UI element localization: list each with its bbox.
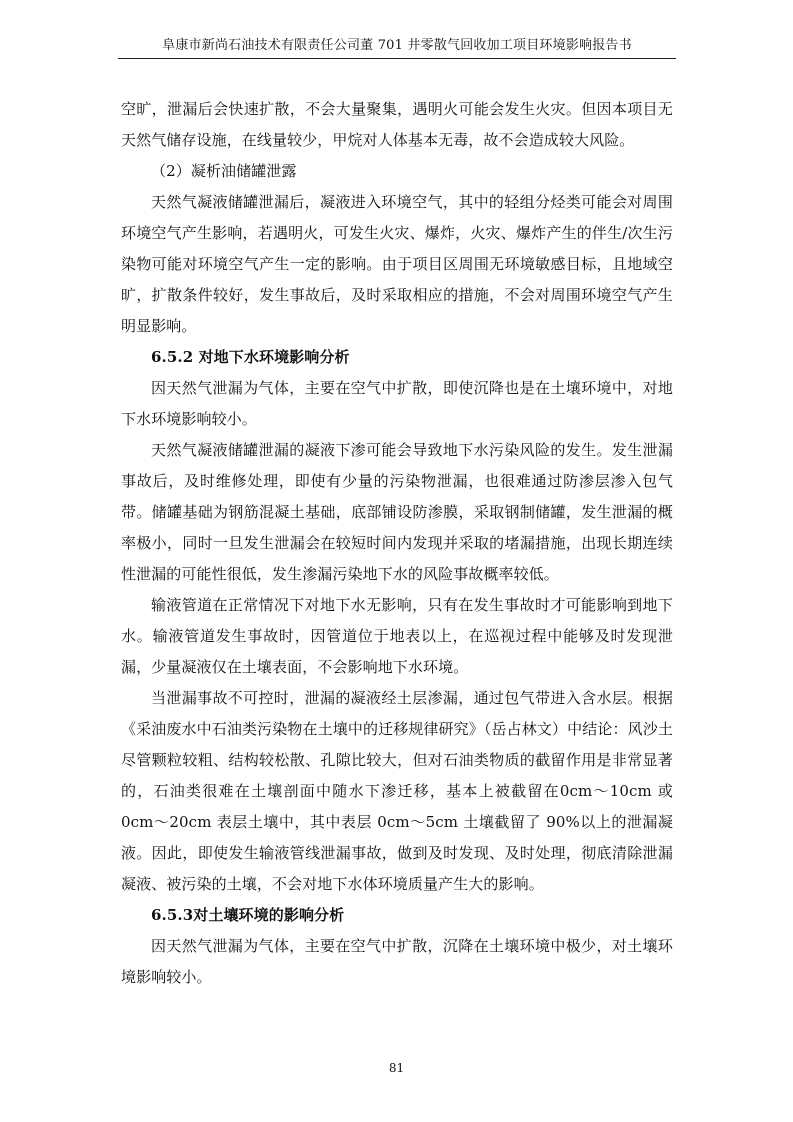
body-text [121, 94, 673, 993]
paragraph: 天然气凝液储罐泄漏的凝液下渗可能会导致地下水污染风险的发生。发生泄漏事故后，及时维修处理，即使有少量的污染物泄漏，也很难通过防渗层渗入包气带。储罐基础为钢筋混凝土基础，底部铺设防渗膜，采取钢制储罐，发生泄漏的概率极小，同时一旦发生泄漏会在较短时间内发现并采取的堵漏措施，出现长期连续性泄漏的可能性很低，发生渗漏污染地下水的风险事故概率较低。 [121, 441, 673, 583]
section-heading: 6.5.3对土壤环境的影响分析 [151, 906, 345, 924]
paragraph: 天然气凝液储罐泄漏后，凝液进入环境空气，其中的轻组分烃类可能会对周围环境空气产生影响，若遇明火，可发生火灾、爆炸，火灾、爆炸产生的伴生/次生污染物可能对环境空气产生一定的影响。由于项目区周围无环境敏感目标，且地域空旷，扩散条件较好，发生事故后，及时采取相应的措施，不会对周围环境空气产生明显影响。 [121, 193, 673, 335]
paragraph: 因天然气泄漏为气体，主要在空气中扩散，沉降在土壤环境中极少，对土壤环境影响较小。 [121, 937, 673, 986]
section-heading: 6.5.2 对地下水环境影响分析 [151, 348, 350, 366]
header-rule [118, 58, 676, 59]
page-header: 阜康市新尚石油技术有限责任公司董 701 井零散气回收加工项目环境影响报告书 [162, 38, 632, 53]
page-number: 81 [388, 1061, 405, 1075]
paragraph: 当泄漏事故不可控时，泄漏的凝液经土层渗漏，通过包气带进入含水层。根据《采油废水中石油类污染物在土壤中的迁移规律研究》（岳占林文）中结论：风沙土尽管颗粒较粗、结构较松散、孔隙比较大，但对石油类物质的截留作用是非常显著的，石油类很难在土壤剖面中随水下渗迁移，基本上被截留在0cm～10cm 或 0cm～20cm 表层土壤中，其中表层 0cm～5cm 土壤截留了 90%以上的泄漏凝液。因此，即使发生输液管线泄漏事故，做到及时发现、及时处理，彻底清除泄漏凝液、被污染的土壤，不会对地下水体环境质量产生大的影响。 [121, 689, 673, 893]
subheading: （2）凝析油储罐泄露 [151, 162, 297, 180]
paragraph: 输液管道在正常情况下对地下水无影响，只有在发生事故时才可能影响到地下水。输液管道发生事故时，因管道位于地表以上，在巡视过程中能够及时发现泄漏，少量凝液仅在土壤表面，不会影响地下水环境。 [121, 596, 673, 676]
paragraph: 因天然气泄漏为气体，主要在空气中扩散，即使沉降也是在土壤环境中，对地下水环境影响较小。 [121, 379, 673, 428]
paragraph: 空旷，泄漏后会快速扩散，不会大量聚集，遇明火可能会发生火灾。但因本项目无天然气储存设施，在线量较少，甲烷对人体基本无毒，故不会造成较大风险。 [121, 100, 673, 149]
